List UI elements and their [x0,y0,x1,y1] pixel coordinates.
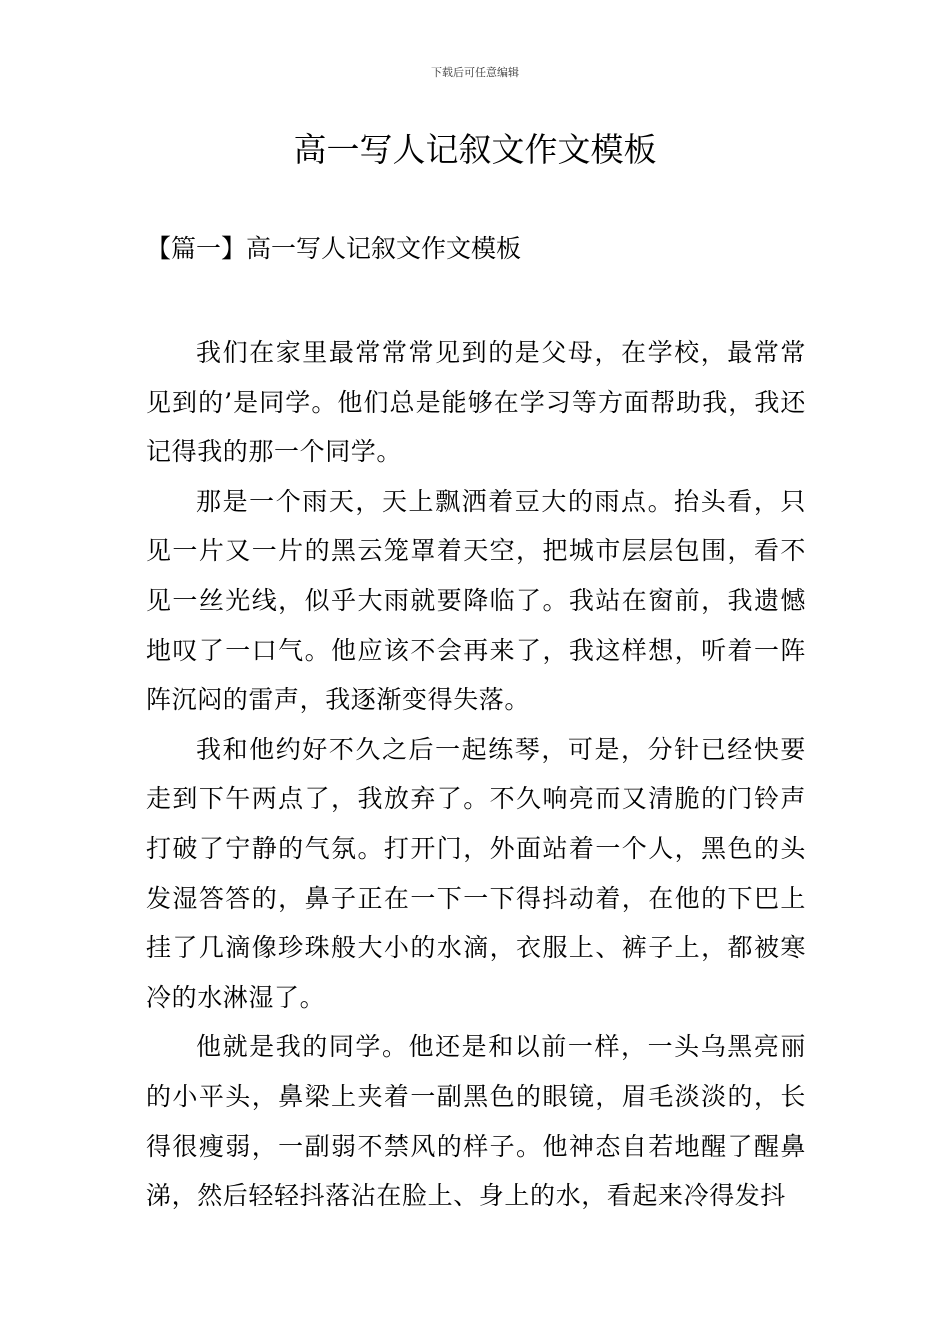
paragraph: 我和他约好不久之后一起练琴，可是，分针已经快要走到下午两点了，我放弃了。不久响亮而又清脆的门铃声打破了宁静的气氛。打开门，外面站着一个人，黑色的头发湿答答的，鼻子正在一下一下得抖动着，在他的下巴上挂了几滴像珍珠般大小的水滴，衣服上、裤子上，都被寒冷的水淋湿了。 [146,734,806,1012]
document-title: 高一写人记叙文作文模板 [293,130,657,169]
body-text [146,328,806,1221]
paragraph: 他就是我的同学。他还是和以前一样，一头乌黑亮丽的小平头，鼻梁上夹着一副黑色的眼镜，眉毛淡淡的，长得很瘦弱，一副弱不禁风的样子。他神态自若地醒了醒鼻涕，然后轻轻抖落沾在脸上、身上的水，看起来冷得发抖 [146,1032,806,1211]
header-note: 下载后可任意编辑 [431,66,519,79]
paragraph: 那是一个雨天，天上飘洒着豆大的雨点。抬头看，只见一片又一片的黑云笼罩着天空，把城市层层包围，看不见一丝光线，似乎大雨就要降临了。我站在窗前，我遗憾地叹了一口气。他应该不会再来了，我这样想，听着一阵阵沉闷的雷声，我逐渐变得失落。 [146,486,806,715]
section-heading: 【篇一】高一写人记叙文作文模板 [146,234,522,263]
paragraph: 我们在家里最常常常见到的是父母，在学校，最常常见到的’是同学。他们总是能够在学习等方面帮助我，我还记得我的那一个同学。 [146,338,806,467]
